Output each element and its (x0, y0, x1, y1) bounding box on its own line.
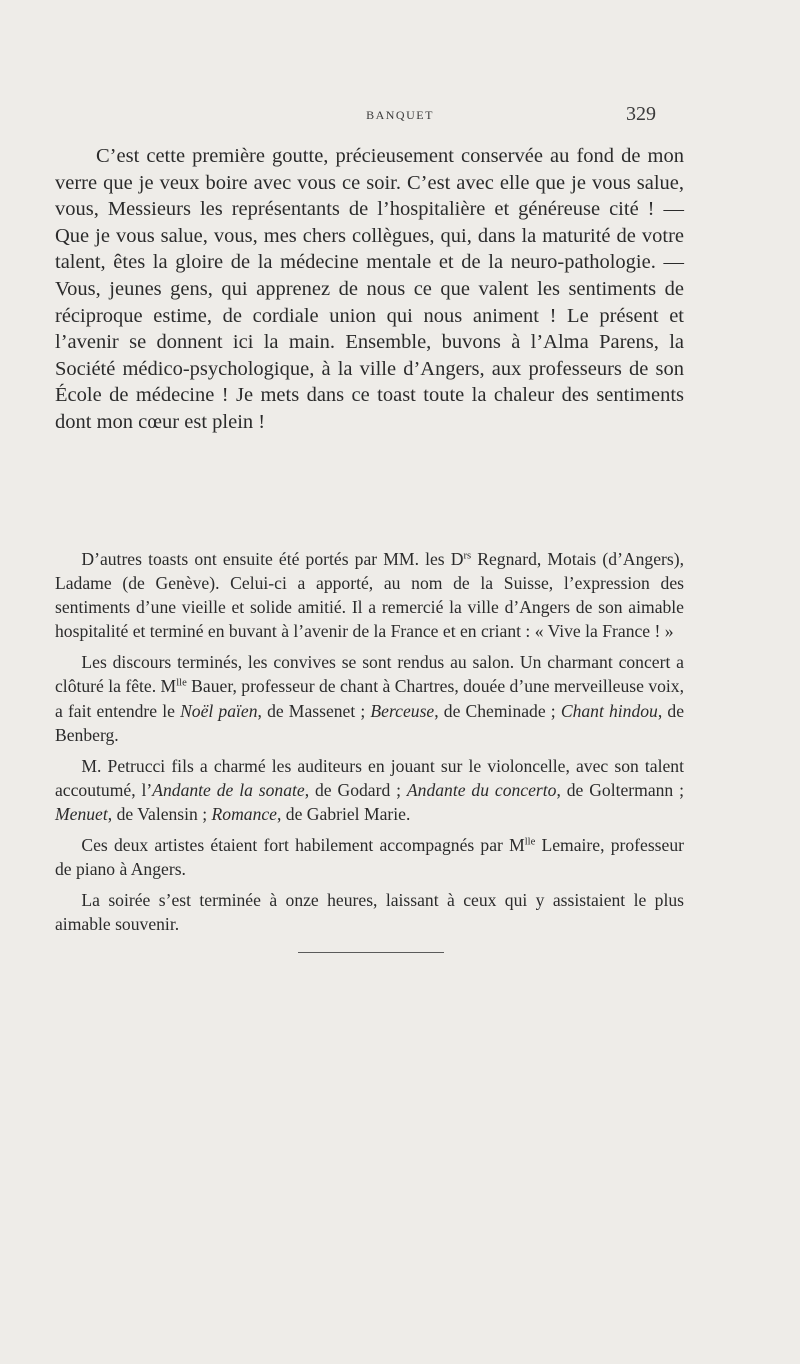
text-run: , de Godard ; (304, 779, 407, 800)
paragraph-concert (55, 650, 684, 746)
superscript: lle (176, 678, 187, 690)
paragraph-accompaniment (55, 833, 684, 881)
toast-paragraph-block (55, 143, 684, 436)
work-title: Noël païen (180, 700, 258, 721)
toast-paragraph: C’est cette première goutte, précieusement conservée au fond de mon verre que je veux boire avec vous ce soir. C’est avec elle que je vous salue, vous, Messieurs les représentants de l’hospitalière et généreuse cité ! — Que je vous salue, vous, mes chers collègues, qui, dans la maturité de votre talent, êtes la gloire de la médecine mentale et de la neuro-pathologie. — Vous, jeunes gens, qui apprenez de nous ce que valent les sentiments de réciproque estime, de cordiale union qui nous animent ! Le présent et l’avenir se donnent ici la main. Ensemble, buvons à l’Alma Parens, la Société médico-psychologique, à la ville d’Angers, aux professeurs de son École de médecine ! Je mets dans ce toast toute la chaleur des sentiments dont mon cœur est plein ! (55, 145, 684, 433)
text-run: Regnard, Motais (d’Angers), Ladame (de Genève). Celui-ci a apporté, au nom de la Suisse, l’expression des sentiments d’une vieille et solide amitié. Il a remercié la ville d’Angers de son aimable hospitalité et terminé en buvant à l’avenir de la France et en criant : « Vive la France ! » (55, 549, 684, 642)
paragraph-violoncello (55, 754, 684, 826)
page-number: 329 (626, 103, 656, 125)
text-run: , de Massenet ; (257, 700, 371, 721)
text-run: , de Goltermann ; (556, 779, 684, 800)
text-run: Les discours terminés, les convives se sont rendus au salon. Un charmant concert a clôturé la fête. M (55, 652, 684, 697)
text-run: , de Cheminade ; (434, 700, 561, 721)
superscript: lle (524, 836, 536, 848)
text-run: D’autres toasts ont ensuite été portés par MM. les D (81, 549, 464, 569)
superscript: rs (463, 550, 472, 562)
work-title: Andante de la sonate (152, 779, 305, 800)
text-run: Bauer, professeur de chant à Chartres, douée d’une merveilleuse voix, a fait entendre le (55, 676, 685, 721)
section-end-rule (298, 952, 444, 953)
work-title: Berceuse (370, 700, 435, 721)
work-title: Chant hindou (560, 700, 658, 721)
work-title: Romance (211, 803, 277, 824)
work-title: Andante du concerto (406, 779, 557, 800)
text-run: M. Petrucci fils a charmé les auditeurs en jouant sur le violoncelle, avec son talent accoutumé, l’ (55, 755, 684, 800)
text-run: , de Valensin ; (107, 803, 212, 824)
running-head (100, 104, 700, 128)
text-run: , de Gabriel Marie. (277, 803, 411, 824)
paragraph-other-toasts (55, 547, 684, 643)
running-title: BANQUET (366, 108, 434, 122)
work-title: Menuet (55, 803, 108, 824)
text-run: , de Benberg. (55, 700, 685, 745)
text-run: Ces deux artistes étaient fort habilement accompagnés par M (81, 835, 525, 856)
report-text-block (55, 547, 684, 943)
paragraph-closing: La soirée s’est terminée à onze heures, laissant à ceux qui y assistaient le plus aimable souvenir. (55, 890, 684, 935)
text-run: Lemaire, professeur de piano à Angers. (55, 835, 684, 880)
